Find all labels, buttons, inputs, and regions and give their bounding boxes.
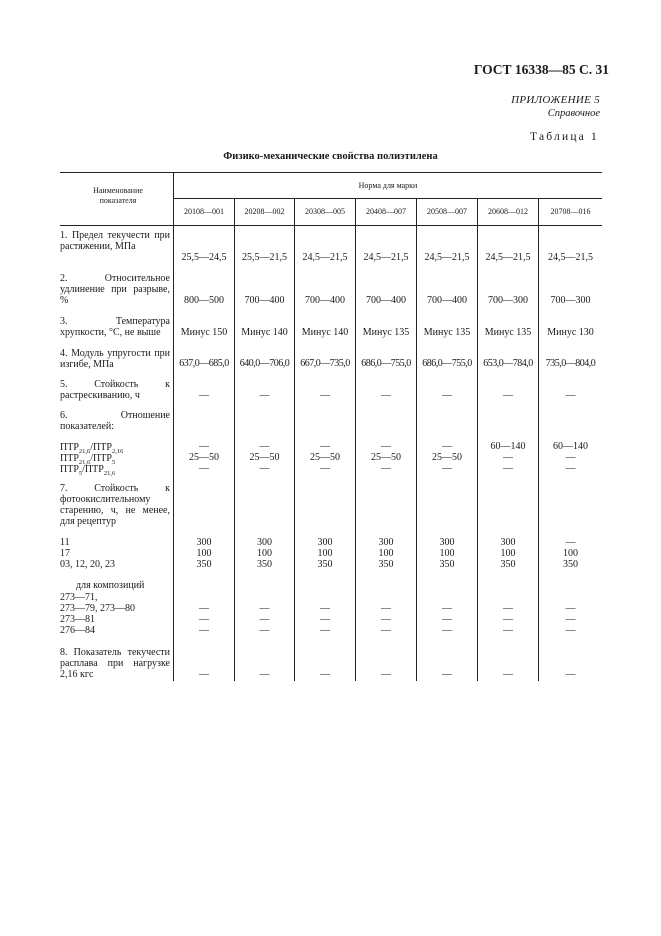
table-cell: 700—400 bbox=[427, 295, 467, 306]
composition-code: 273—71, bbox=[60, 592, 98, 603]
table-cell: 24,5—21,5 bbox=[424, 252, 470, 263]
table-cell: 25—50 bbox=[189, 452, 219, 463]
table-cell: 300 bbox=[500, 537, 516, 548]
table-cell: Минус 130 bbox=[547, 327, 594, 338]
brand-header: 20708—016 bbox=[550, 207, 591, 216]
table-cell: — bbox=[320, 669, 330, 680]
table-cell: Минус 135 bbox=[484, 327, 532, 338]
table-cell: 700—300 bbox=[550, 295, 591, 306]
brand-header: 20108—001 bbox=[184, 207, 224, 216]
table-cell: — bbox=[381, 625, 391, 636]
table-cell: — bbox=[259, 390, 270, 401]
table-number: Таблица 1 bbox=[530, 131, 599, 143]
table-cell: 100 bbox=[317, 548, 333, 559]
table-cell: — bbox=[259, 614, 270, 625]
table-cell: — bbox=[503, 390, 513, 401]
table-cell: 25—50 bbox=[432, 452, 462, 463]
table-top-rule bbox=[60, 172, 602, 173]
table-cell: 25,5—21,5 bbox=[242, 252, 287, 263]
table-cell: 667,0—735,0 bbox=[300, 358, 350, 369]
row-label-yield-strength: 1. Предел текучести при растяжении, МПа bbox=[60, 230, 170, 252]
brand-header: 20208—002 bbox=[244, 207, 285, 216]
table-cell: — bbox=[199, 614, 209, 625]
row-label-melt-flow-index: 8. Показатель текучести расплава при нагрузке 2,16 кгс bbox=[60, 647, 170, 680]
table-cell: — bbox=[565, 614, 576, 625]
table-cell: — bbox=[442, 441, 452, 452]
table-cell: — bbox=[565, 463, 576, 474]
table-cell: — bbox=[565, 625, 576, 636]
table-cell: — bbox=[565, 537, 576, 548]
composition-code: 273—81 bbox=[60, 614, 95, 625]
table-cell: 637,0—685,0 bbox=[179, 358, 229, 369]
table-cell: — bbox=[503, 452, 513, 463]
table-cell: — bbox=[259, 441, 270, 452]
table-cell: 24,5—21,5 bbox=[363, 252, 409, 263]
table-cell: 24,5—21,5 bbox=[302, 252, 348, 263]
table-cell: — bbox=[442, 669, 452, 680]
row-label-elongation: 2. Относительное удлинение при разрыве, % bbox=[60, 273, 170, 306]
table-cell: 735,0—804,0 bbox=[545, 358, 596, 369]
table-cell: — bbox=[565, 603, 576, 614]
brand-header: 20308—005 bbox=[305, 207, 345, 216]
table-cell: 700—400 bbox=[366, 295, 406, 306]
name-column-header: Наименование показателя bbox=[93, 186, 143, 205]
table-cell: — bbox=[259, 625, 270, 636]
composition-code: 276—84 bbox=[60, 625, 95, 636]
table-cell: Минус 135 bbox=[362, 327, 410, 338]
row-sublabel-ptr-ratio: $ПТР_{21,6}/ПТР_5$ bbox=[60, 453, 116, 466]
table-cell: — bbox=[565, 669, 576, 680]
table-cell: — bbox=[199, 463, 209, 474]
row-label-flexural-modulus: 4. Модуль упругости при изгибе, МПа bbox=[60, 348, 170, 370]
table-cell: — bbox=[199, 625, 209, 636]
table-cell: 700—400 bbox=[244, 295, 285, 306]
table-cell: — bbox=[320, 441, 330, 452]
table-cell: 100 bbox=[257, 548, 272, 559]
table-cell: 100 bbox=[500, 548, 516, 559]
table-cell: 700—300 bbox=[488, 295, 528, 306]
table-cell: 100 bbox=[439, 548, 455, 559]
table-cell: — bbox=[442, 603, 452, 614]
table-cell: — bbox=[320, 463, 330, 474]
table-cell: — bbox=[259, 669, 270, 680]
row-label-index-ratio: 6. Отношение показателей: bbox=[60, 410, 170, 432]
table-cell: — bbox=[565, 452, 576, 463]
recipe-label: 11 bbox=[60, 537, 70, 548]
table-cell: — bbox=[442, 614, 452, 625]
table-cell: — bbox=[381, 441, 391, 452]
table-cell: — bbox=[199, 441, 209, 452]
brand-header: 20408—007 bbox=[366, 207, 406, 216]
appendix-label: ПРИЛОЖЕНИЕ 5 bbox=[511, 94, 600, 106]
table-cell: — bbox=[381, 669, 391, 680]
table-cell: 686,0—755,0 bbox=[361, 358, 411, 369]
row-label-brittleness-temperature: 3. Температура хрупкости, °С, не выше bbox=[60, 316, 170, 338]
table-cell: — bbox=[259, 603, 270, 614]
table-cell: 300 bbox=[317, 537, 333, 548]
table-cell: 800—500 bbox=[184, 295, 224, 306]
table-cell: 60—140 bbox=[553, 441, 588, 452]
table-cell: — bbox=[320, 603, 330, 614]
table-cell: Минус 140 bbox=[301, 327, 349, 338]
row-label-photo-oxidative-aging: 7. Стойкость к фотоокислительному старению, ч, не менее, для рецептур bbox=[60, 483, 170, 527]
table-cell: — bbox=[503, 669, 513, 680]
table-cell: 25—50 bbox=[371, 452, 401, 463]
row-label-crack-resistance: 5. Стойкость к растрескиванию, ч bbox=[60, 379, 170, 401]
table-title: Физико-механические свойства полиэтилена bbox=[223, 151, 438, 162]
table-cell: — bbox=[381, 614, 391, 625]
table-cell: — bbox=[199, 603, 209, 614]
table-cell: 60—140 bbox=[490, 441, 526, 452]
row-sublabel-ptr-ratio: $ПТР_{21,6}/ПТР_{2,16}$ bbox=[60, 442, 124, 455]
table-cell: 300 bbox=[196, 537, 212, 548]
composition-label: для композиций bbox=[76, 580, 145, 591]
table-cell: 350 bbox=[317, 559, 333, 570]
header-bottom-rule bbox=[60, 225, 602, 226]
recipe-label: 03, 12, 20, 23 bbox=[60, 559, 115, 570]
table-cell: 350 bbox=[196, 559, 212, 570]
table-cell: — bbox=[320, 390, 330, 401]
table-cell: Минус 150 bbox=[180, 327, 228, 338]
table-cell: — bbox=[381, 463, 391, 474]
table-cell: Минус 140 bbox=[241, 327, 288, 338]
table-cell: Минус 135 bbox=[423, 327, 471, 338]
table-cell: 653,0—784,0 bbox=[483, 358, 533, 369]
table-cell: — bbox=[199, 669, 209, 680]
table-cell: — bbox=[442, 390, 452, 401]
table-cell: 24,5—21,5 bbox=[548, 252, 593, 263]
table-cell: — bbox=[199, 390, 209, 401]
norm-column-header: Норма для марки bbox=[358, 181, 418, 190]
table-cell: 350 bbox=[563, 559, 578, 570]
table-cell: 640,0—706,0 bbox=[239, 358, 290, 369]
table-cell: 300 bbox=[257, 537, 272, 548]
table-cell: — bbox=[503, 625, 513, 636]
table-cell: — bbox=[503, 603, 513, 614]
table-cell: — bbox=[442, 463, 452, 474]
table-cell: 350 bbox=[378, 559, 394, 570]
table-cell: 100 bbox=[563, 548, 578, 559]
document-number: ГОСТ 16338—85 С. 31 bbox=[473, 62, 609, 77]
table-cell: 300 bbox=[439, 537, 455, 548]
table-cell: 25—50 bbox=[310, 452, 340, 463]
table-cell: — bbox=[442, 625, 452, 636]
table-cell: 700—400 bbox=[305, 295, 345, 306]
brand-header: 20508—007 bbox=[427, 207, 467, 216]
table-cell: — bbox=[320, 614, 330, 625]
table-cell: 25,5—24,5 bbox=[181, 252, 227, 263]
table-cell: 300 bbox=[378, 537, 394, 548]
table-cell: — bbox=[259, 463, 270, 474]
table-cell: — bbox=[320, 625, 330, 636]
table-cell: — bbox=[381, 390, 391, 401]
appendix-type: Справочное bbox=[547, 108, 600, 119]
table-cell: 100 bbox=[196, 548, 212, 559]
table-cell: 25—50 bbox=[249, 452, 280, 463]
table-cell: — bbox=[503, 463, 513, 474]
table-cell: 350 bbox=[439, 559, 455, 570]
table-cell: — bbox=[565, 390, 576, 401]
table-cell: 350 bbox=[500, 559, 516, 570]
row-sublabel-ptr-ratio: $ПТР_5/ПТР_{21,6}$ bbox=[60, 464, 116, 477]
table-cell: — bbox=[503, 614, 513, 625]
table-cell: 350 bbox=[257, 559, 272, 570]
composition-code: 273—79, 273—80 bbox=[60, 603, 135, 614]
table-cell: 24,5—21,5 bbox=[485, 252, 531, 263]
table-cell: — bbox=[381, 603, 391, 614]
brand-header: 20608—012 bbox=[488, 207, 528, 216]
recipe-label: 17 bbox=[60, 548, 70, 559]
table-cell: 100 bbox=[378, 548, 394, 559]
table-cell: 686,0—755,0 bbox=[422, 358, 472, 369]
